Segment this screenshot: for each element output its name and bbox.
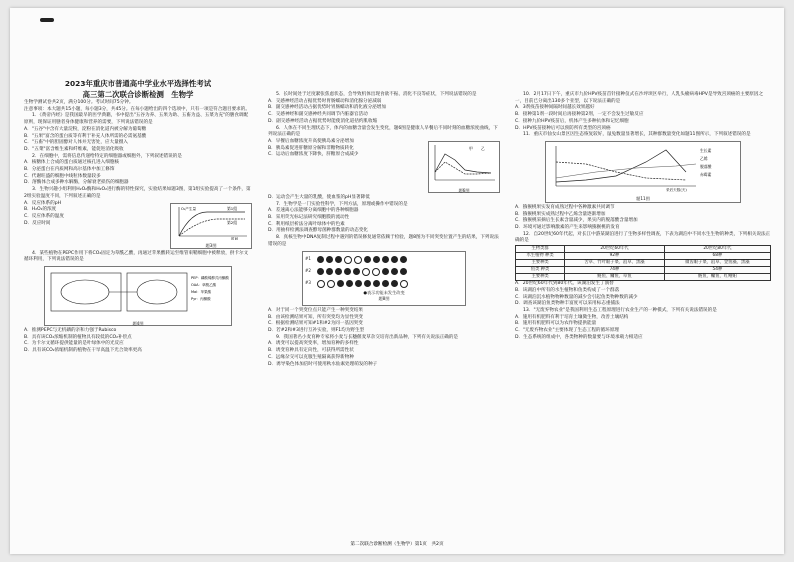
q7-a: A．差速离心法能够分离细胞中的各种细胞器 xyxy=(268,208,359,214)
dot-filled xyxy=(335,256,342,263)
q9-c: C．远缘杂交可以克服生殖隔离获得新物种 xyxy=(268,354,354,360)
q8-a: A．对于同一个突变位点只能产生一种突变结果 xyxy=(268,307,364,313)
q12-c: C．该湖泊沉水植物物种数量的减少会引起鱼类物种数的减少 xyxy=(515,294,638,300)
dot-filled xyxy=(391,256,398,263)
q1-d: D．"五菜"富含维生素和纤维素，能促进消化吸收 xyxy=(24,146,124,152)
q1-a: A．"五谷"中含有大量淀粉，淀粉在消化道内被分解为葡萄糖 xyxy=(24,126,147,132)
fig8-row-label: #2 xyxy=(305,268,311,274)
fig4-label-pep: PEP：磷酸烯醇式丙酮酸 xyxy=(191,275,229,280)
q7-b: B．采用荧光标记法研究细胞膜的流动性 xyxy=(268,215,350,221)
dot-empty xyxy=(400,280,408,288)
q10-stem: 10．2月17日下午，重庆市九价HPV疫苗首针接种仪式在沙坪坝区举行，人乳头瘤病毒HPV是导致宫颈癌的主要原因之一，目前已分离出130多个亚型，以下说法正确的是 xyxy=(515,92,764,104)
figure-4 xyxy=(44,266,232,326)
curve-2 xyxy=(556,162,686,180)
dot-filled xyxy=(400,268,407,275)
q12-d: D．调查该湖泊鱼类物种丰富度可以采用标志重捕法 xyxy=(515,301,620,307)
q6-c: C．运动后血糖浓度下降快，肝糖原合成减少 xyxy=(268,152,359,158)
table-row xyxy=(516,253,771,260)
dot-filled xyxy=(317,268,324,275)
fig8-row xyxy=(305,254,463,266)
q12-a: A．20世纪60年代到80年代，该湖泊发生了演替 xyxy=(515,281,614,287)
q13-b: B．施用有机肥料可以为农作物提供能量 xyxy=(515,321,597,327)
q9-a: A．诱变可以提高突变率，增加育种的多样性 xyxy=(268,341,359,347)
q5-stem: 5．长时间处于过度紧张焦虑状态，会导致机体出现食欲不振、消化不良等症状，下列说法错误的是 xyxy=(276,92,477,97)
q5-c: C．交感神经和副交感神经共同调节内脏器官活动 xyxy=(268,112,368,118)
fig8-legend: ●表示功能未发生改变 xyxy=(363,289,405,295)
q8-stem: 8．真核生物中DNA复制过程中遇到的错误修复通常依赖于检验，题8图为不同突变位置产生的结果，下列说法错误的是 xyxy=(268,235,499,247)
q11-b: B．猕猴桃果实成熟过程中乙烯含量逐渐增加 xyxy=(515,211,606,217)
fig3-ylabel: O₂产生量 xyxy=(181,206,197,211)
q12-b: B．该湖泊中所有的水生植物和鱼类构成了一个群落 xyxy=(515,287,620,293)
q3-b: B．H₂O₂的浓度 xyxy=(24,207,57,213)
q10-a: A．3剂疫苗接种间隔时间越长效果越好 xyxy=(515,105,595,111)
table-row xyxy=(516,260,771,267)
figure-11 xyxy=(545,141,741,203)
q13-d: D．生态系统的组成中，各类物种的数量要与环境承载力相适应 xyxy=(515,334,643,340)
fig11-legend-1: 生长素 xyxy=(700,147,712,153)
figure-11-plot xyxy=(546,142,736,192)
table-row xyxy=(516,267,771,274)
q4-d: D．具有该CO₂浓缩机制的植物在干旱高温下光合效率更高 xyxy=(24,348,142,354)
dot-filled xyxy=(317,256,324,263)
q11-c: C．猕猴桃采摘后生长素含量减少，果实内的脱落酸含量增加 xyxy=(515,218,638,224)
intro-2: 注意事项：本大题共15小题，每小题3分，共45分。在每小题给出的四个选项中，只有一项是符合题目要求的。 xyxy=(24,106,250,112)
q4-a: A．推测PEPC与无机磷的亲和力强于Rubisco xyxy=(24,327,117,333)
q2-stem: 2．在细胞中，需将信息传递给特定的细胞器或细胞外，下列叙述错误的是 xyxy=(32,153,182,159)
q9-d: D．诱导染色体加倍时可使用秋水仙素处理萌发的种子 xyxy=(268,361,378,367)
dot-filled xyxy=(355,280,362,287)
dot-filled xyxy=(326,256,333,263)
fig11-legend-3: 脱落酸 xyxy=(700,163,712,169)
q13-c: C．"无废弃物农业"主要体现了生态工程的循环原理 xyxy=(515,328,619,334)
fig4-label-pyr: Pyr：丙酮酸 xyxy=(191,296,211,301)
q13-stem: 13．"无废弃物农业"是我国利用生态工程原理进行农业生产的一种模式，下列有关说法错误的是 xyxy=(523,307,717,313)
q3-d: D．反应时间 xyxy=(24,220,51,226)
q11-stem: 11．重庆市仙女山景区因生态恢复较好，鼠兔数量显著增长，其种群数量变化如题11图所示，下列叙述错误的是 xyxy=(523,132,751,138)
fig8-row-label: #1 xyxy=(305,256,311,262)
dot-empty xyxy=(317,280,325,288)
q9-b: B．诱变育种具有定向性，可获得所需性状 xyxy=(268,348,354,354)
fig8-dots xyxy=(315,278,410,290)
q2-a: A．核糖体上合成的蛋白质通过核孔进入细胞核 xyxy=(24,160,120,166)
fig8-row-label: #3 xyxy=(305,280,311,286)
fig4-label-oaa: OAA：草酰乙酸 xyxy=(191,282,217,287)
table-header: 20世纪60年代 xyxy=(565,246,665,253)
table-header: 20世纪80年代 xyxy=(664,246,770,253)
fig11-legend-2: 乙烯 xyxy=(700,155,708,161)
fig8-dots xyxy=(315,266,409,278)
q1-b: B．"五果"富含的蛋白质等有利于补充人体所需的必需氨基酸 xyxy=(24,133,147,139)
figure-3-plot xyxy=(171,204,251,240)
table-cell: 主要种类 xyxy=(516,260,565,267)
figure-4-diagram xyxy=(45,267,231,317)
table-header-row xyxy=(516,246,771,253)
dot-empty xyxy=(372,268,380,276)
dot-empty xyxy=(354,256,362,264)
q10-b: B．接种第1剂一段时间后再接种第2剂，一定不会发生过敏反应 xyxy=(515,112,644,118)
dot-filled xyxy=(391,268,398,275)
q2-b: B．分泌蛋白在内质网和高尔基体中加工修饰 xyxy=(24,167,115,173)
dot-filled xyxy=(335,268,342,275)
column-3 xyxy=(515,92,771,554)
dot-filled xyxy=(364,280,371,287)
page-footer: 第二次联合诊断检测（生物学）第1页 共2页 xyxy=(350,542,444,547)
exam-page xyxy=(10,8,784,554)
table-cell: 54种 xyxy=(664,267,770,274)
q6-a: A．早餐后血糖浓度升高使胰岛素分泌增加 xyxy=(268,138,354,144)
q3-a: A．反应体系的pH xyxy=(24,200,62,206)
fig8-row xyxy=(305,278,463,290)
fig11-xlabel: 采后天数(天) xyxy=(666,187,687,192)
table-cell: 鱼类 种类 xyxy=(516,267,565,274)
dot-filled xyxy=(364,256,371,263)
figure-3 xyxy=(170,203,252,249)
exam-title-1: 2023年重庆市普通高中学业水平选择性考试 xyxy=(64,79,212,88)
table-cell: 水生植物 种类 xyxy=(516,253,565,260)
q7-c: C．利用纸层析法分离叶绿体中的色素 xyxy=(268,221,345,227)
curve-a xyxy=(435,154,491,173)
fig3-xlabel: 时间 xyxy=(231,236,239,240)
q8-d: D．若#2和#3进行互补实验，则F1均为野生型 xyxy=(268,328,365,334)
dot-filled xyxy=(353,268,360,275)
fig11-caption: 题11图 xyxy=(636,195,650,201)
fig4-label-mal: Mal：苹果酸 xyxy=(191,289,212,294)
q8-b: B．由该检测结果可知，所有突变均为显性突变 xyxy=(268,314,364,320)
q13-a: A．施用有机肥料有利于培育土壤微生物，改善土壤结构 xyxy=(515,314,629,320)
dot-filled xyxy=(326,268,333,275)
figure-8 xyxy=(302,251,466,306)
intro-1: 生物学测试卷共2页，满分100分。考试时间75分钟。 xyxy=(24,100,134,105)
q12-stem: 12．自20世纪60年代起，对长江中游某湖泊进行了生物多样性调查，下表为湖泊中不同水生生物的种类，下列相关说法正确的是 xyxy=(515,231,771,244)
dot-filled xyxy=(344,268,351,275)
table-header: 生物类群 xyxy=(516,246,565,253)
table-cell: 92种 xyxy=(565,253,665,260)
fig8-caption: 题8图 xyxy=(378,296,390,302)
q6-b: B．胰岛素促进肝糖原分解和非糖物质转化 xyxy=(268,145,354,151)
q6-d: D．运动会产生大量的乳酸，使血浆的pH显著降低 xyxy=(268,194,370,200)
q11-d: D．环境可通过影响激素的产生来影响猕猴桃的发育 xyxy=(515,225,620,231)
column-2 xyxy=(268,92,500,554)
dot-filled xyxy=(373,256,380,263)
figure-6 xyxy=(428,141,500,193)
q3-c: C．反应体系的温度 xyxy=(24,213,64,219)
dot-empty xyxy=(327,280,335,288)
figure-6-plot xyxy=(429,142,499,184)
q10-c: C．接种九价HPV疫苗后，机体产生多种抗体和记忆细胞 xyxy=(515,118,629,124)
q6-stem: 6．人体在不同生理状态下，体内的血糖含量会发生变化，题6图是健康人早餐后不同时刻的血糖浓度曲线，下列说法正确的是 xyxy=(268,125,498,138)
fig3-label-2: 第2组 xyxy=(227,219,238,225)
curve-1 xyxy=(556,150,686,182)
dot-filled xyxy=(400,256,407,263)
fig6-caption: 题6图 xyxy=(458,187,470,193)
q3-stem: 3．生物兴趣小组利用H₂O₂酶和H₂O₂进行酶的特性探究，实验结果如题3图，第1组实验提高了一个条件，第2组实验温度不同，下列叙述正确的是 xyxy=(24,187,251,199)
fig6-legend-a: 甲 xyxy=(469,145,473,151)
fig6-legend-b: 乙 xyxy=(481,145,485,151)
dot-empty xyxy=(344,256,352,264)
q4-stem: 4．某些植物在PEPC作用下将CO₂固定为草酰乙酸，再通过苹果酸转运至维管束鞘细胞中被释放，供卡尔文循环利用，下列说法错误的是 xyxy=(24,250,249,263)
q5-d: D．副交感神经活动占据优势时能使消化道括约肌收缩 xyxy=(268,118,378,124)
q9-stem: 9．我国著名小麦育种专家将小麦与长穗偃麦草杂交培育出新品种，下列有关说法正确的是 xyxy=(276,334,459,340)
dot-filled xyxy=(382,280,389,287)
dot-filled xyxy=(382,268,389,275)
q5-b: B．副交感神经活动占据优势时胃肠蠕动和消化液分泌增加 xyxy=(268,105,386,111)
table-row xyxy=(516,274,771,281)
fig8-row xyxy=(305,266,463,278)
table-cell: 鲢鱼、鳙鱼、红鳍鲌 xyxy=(664,274,770,281)
q10-d: D．HPV疫苗接种后可以预防所有类型的宫颈癌 xyxy=(515,125,611,131)
fig8-dots xyxy=(315,254,409,266)
q11-a: A．猕猴桃果实发育成熟过程中各种激素共同调节 xyxy=(515,204,615,210)
fig4-caption: 题4图 xyxy=(132,320,144,326)
column-1 xyxy=(24,18,252,554)
dot-filled xyxy=(382,256,389,263)
fig3-label-1: 第1组 xyxy=(227,205,238,211)
table-cell: 68种 xyxy=(664,253,770,260)
table-cell: 74种 xyxy=(565,267,665,274)
table-cell: 苦草、竹叶眼子菜、菹草、黑藻 xyxy=(565,260,665,267)
q8-c: C．根据检测结果可知#1和#2为同一基因突变 xyxy=(268,321,363,327)
q2-c: C．代谢旺盛的细胞中线粒体数量较多 xyxy=(24,173,101,179)
q5-a: A．交感神经活动占据优势时胃肠蠕动和消化腺分泌减弱 xyxy=(268,98,382,104)
table-cell: 鲢鱼、鳙鱼、草鱼 xyxy=(565,274,665,281)
dot-filled xyxy=(346,280,353,287)
fig11-legend-4: 赤霉素 xyxy=(700,171,712,177)
dot-filled xyxy=(373,280,380,287)
q1-stem: 1．《黄帝内经》是我国最早的医学典籍，书中提出"五谷为养、五果为助、五畜为益、五菜为充"的膳食调配原则，现保证用膳者身体健康和营养的需要，下列说法错误的是 xyxy=(24,113,249,126)
dot-filled xyxy=(391,280,398,287)
q4-b: B．具有该CO₂浓缩机制的植物具有较低的CO₂补偿点 xyxy=(24,334,132,340)
q2-d: D．溶酶体合成多种水解酶，分解衰老损伤的细胞器 xyxy=(24,180,129,186)
q4-c: C．为卡尔文循环提供能量的是叶绿体中的光反应 xyxy=(24,341,124,347)
table-cell: 主要种类 xyxy=(516,274,565,281)
fig3-caption: 题3图 xyxy=(205,243,217,249)
q1-c: C．"五畜"中的胆固醇对人体并无害处，应大量摄入 xyxy=(24,140,128,146)
table-cell: 微齿眼子菜、菹草、金鱼藻、黑藻 xyxy=(664,260,770,267)
dot-filled xyxy=(337,280,344,287)
dot-empty xyxy=(362,268,370,276)
q7-d: D．用抽样检测法调查酵母菌种群数量的动态变化 xyxy=(268,228,369,234)
q7-stem: 7．生物学是一门实验性科学，下列方法，原理或操作中错误的是 xyxy=(276,201,408,207)
exam-title-2: 高三第二次联合诊断检测 生物学 xyxy=(82,90,194,99)
table-12 xyxy=(515,245,771,281)
